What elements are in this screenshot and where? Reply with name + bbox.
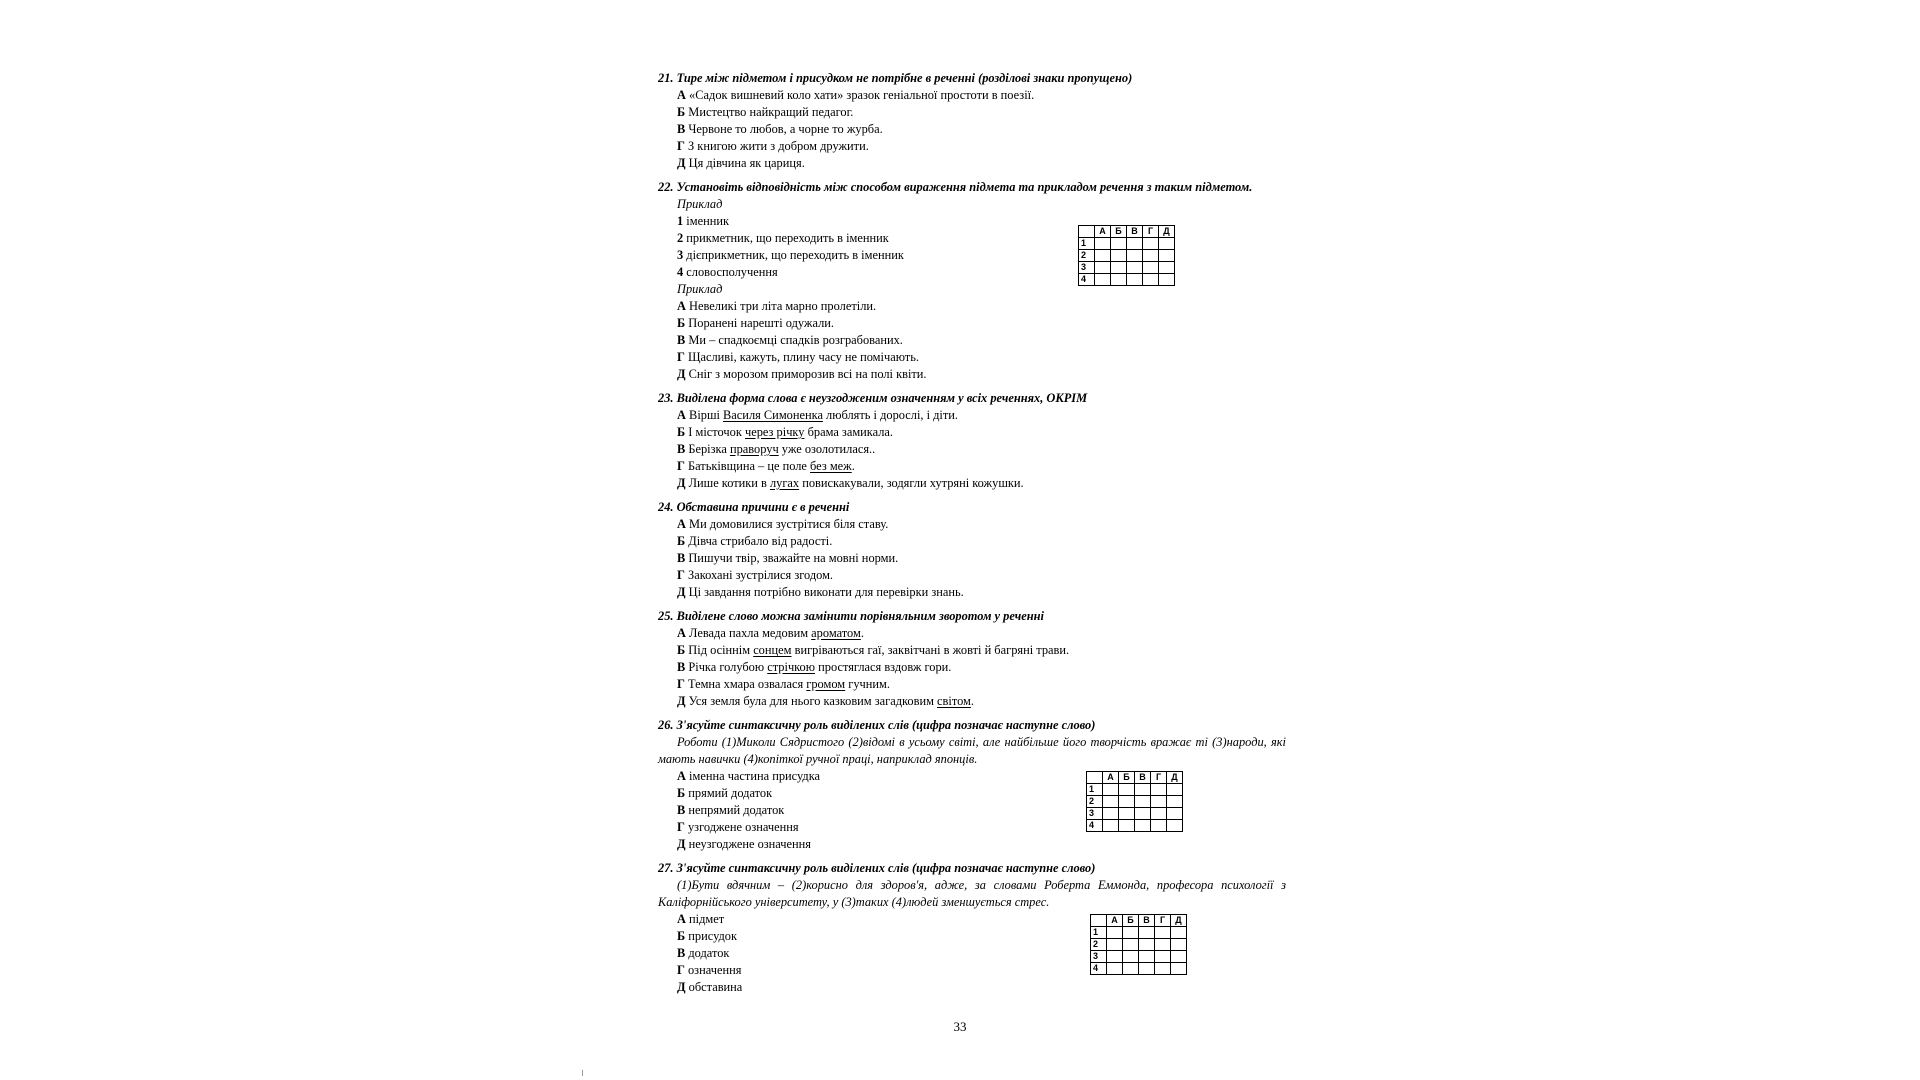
question-27 bbox=[658, 860, 1286, 996]
grid-header-cell: Г bbox=[1155, 915, 1171, 927]
grid-answer-cell[interactable] bbox=[1135, 808, 1151, 820]
option-d: Д неузгоджене означення bbox=[677, 837, 811, 851]
grid-row-number: 2 bbox=[1091, 939, 1107, 951]
option-d: Д обставина bbox=[677, 980, 743, 994]
grid-answer-cell[interactable] bbox=[1171, 951, 1187, 963]
grid-answer-cell[interactable] bbox=[1111, 250, 1127, 262]
grid-answer-cell[interactable] bbox=[1111, 262, 1127, 274]
question-title: 22. Установіть відповідність між способом вираження підмета та прикладом речення з таким підметом. bbox=[658, 180, 1253, 194]
grid-header-cell: Д bbox=[1159, 226, 1175, 238]
option-d: Д Уся земля була для нього казковим загадковим світом. bbox=[677, 694, 974, 708]
option-d: Д Сніг з морозом приморозив всі на полі квіти. bbox=[677, 367, 927, 381]
grid-header-cell: Д bbox=[1167, 772, 1183, 784]
options-list bbox=[658, 87, 1286, 172]
grid-row-number: 4 bbox=[1087, 820, 1103, 832]
grid-header-cell: Д bbox=[1171, 915, 1187, 927]
grid-answer-cell[interactable] bbox=[1135, 784, 1151, 796]
grid-answer-cell[interactable] bbox=[1127, 250, 1143, 262]
grid-header-cell bbox=[1079, 226, 1095, 238]
grid-answer-cell[interactable] bbox=[1135, 820, 1151, 832]
item-2: 2 прикметник, що переходить в іменник bbox=[677, 231, 889, 245]
option-v: В додаток bbox=[677, 946, 730, 960]
grid-answer-cell[interactable] bbox=[1139, 963, 1155, 975]
grid-answer-cell[interactable] bbox=[1111, 274, 1127, 286]
item-3: 3 дієприкметник, що переходить в іменник bbox=[677, 248, 904, 262]
answer-grid bbox=[1090, 914, 1187, 975]
grid-answer-cell[interactable] bbox=[1171, 939, 1187, 951]
grid-answer-cell[interactable] bbox=[1119, 796, 1135, 808]
question-26 bbox=[658, 717, 1286, 853]
grid-answer-cell[interactable] bbox=[1143, 238, 1159, 250]
grid-header-row bbox=[1091, 915, 1187, 927]
grid-answer-cell[interactable] bbox=[1119, 784, 1135, 796]
grid-row bbox=[1091, 927, 1187, 939]
option-h: Г Щасливі, кажуть, плину часу не помічають. bbox=[677, 350, 919, 364]
grid-answer-cell[interactable] bbox=[1139, 927, 1155, 939]
grid-answer-cell[interactable] bbox=[1171, 963, 1187, 975]
options-list bbox=[658, 407, 1286, 492]
grid-row bbox=[1091, 939, 1187, 951]
grid-row bbox=[1079, 238, 1175, 250]
grid-answer-cell[interactable] bbox=[1107, 951, 1123, 963]
grid-row bbox=[1079, 274, 1175, 286]
highlighted-word: громом bbox=[806, 677, 846, 691]
grid-answer-cell[interactable] bbox=[1103, 784, 1119, 796]
option-h: Г Батьківщина – це поле без меж. bbox=[677, 459, 855, 473]
grid-row-number: 3 bbox=[1079, 262, 1095, 274]
option-a: А іменна частина присудка bbox=[677, 769, 821, 783]
grid-answer-cell[interactable] bbox=[1123, 951, 1139, 963]
grid-answer-cell[interactable] bbox=[1159, 262, 1175, 274]
option-v: В Пишучи твір, зважайте на мовні норми. bbox=[677, 551, 899, 565]
grid-header-cell: А bbox=[1095, 226, 1111, 238]
grid-header-row bbox=[1087, 772, 1183, 784]
grid-answer-cell[interactable] bbox=[1167, 808, 1183, 820]
grid-row-number: 1 bbox=[1079, 238, 1095, 250]
option-b: Б Поранені нарешті одужали. bbox=[677, 316, 835, 330]
grid-answer-cell[interactable] bbox=[1139, 939, 1155, 951]
question-21 bbox=[658, 70, 1286, 172]
grid-answer-cell[interactable] bbox=[1095, 238, 1111, 250]
option-d: Д Ці завдання потрібно виконати для перевірки знань. bbox=[677, 585, 964, 599]
grid-header-cell: Г bbox=[1143, 226, 1159, 238]
grid-answer-cell[interactable] bbox=[1123, 963, 1139, 975]
grid-answer-cell[interactable] bbox=[1119, 808, 1135, 820]
grid-answer-cell[interactable] bbox=[1127, 238, 1143, 250]
grid-row-number: 3 bbox=[1091, 951, 1107, 963]
grid-answer-cell[interactable] bbox=[1143, 250, 1159, 262]
grid-row bbox=[1087, 784, 1183, 796]
grid-answer-cell[interactable] bbox=[1159, 238, 1175, 250]
grid-answer-cell[interactable] bbox=[1123, 927, 1139, 939]
option-b: Б присудок bbox=[677, 929, 738, 943]
grid-row bbox=[1087, 796, 1183, 808]
grid-answer-cell[interactable] bbox=[1159, 250, 1175, 262]
question-title: 23. Виділена форма слова є неузгодженим означенням у всіх реченнях, ОКРІМ bbox=[658, 391, 1088, 405]
question-title: 26. З'ясуйте синтаксичну роль виділених слів (цифра позначає наступне слово) bbox=[658, 718, 1096, 732]
grid-answer-cell[interactable] bbox=[1107, 927, 1123, 939]
highlighted-word: праворуч bbox=[729, 442, 779, 456]
passage: (1)Бути вдячним – (2)корисно для здоров'я, адже, за словами Роберта Еммонда, професора психології з Каліфорнійського університету, у (3)таких (4)людей зменшується стрес. bbox=[658, 878, 1286, 909]
grid-answer-cell[interactable] bbox=[1151, 796, 1167, 808]
question-title: 24. Обставина причини є в реченні bbox=[658, 500, 850, 514]
grid-row-number: 4 bbox=[1079, 274, 1095, 286]
option-d: Д Лише котики в лугах повискакували, зодягли хутряні кожушки. bbox=[677, 476, 1024, 490]
question-24 bbox=[658, 499, 1286, 601]
grid-row bbox=[1079, 262, 1175, 274]
grid-answer-cell[interactable] bbox=[1135, 796, 1151, 808]
highlighted-word: світом bbox=[937, 694, 971, 708]
grid-row bbox=[1079, 250, 1175, 262]
option-h: Г означення bbox=[677, 963, 742, 977]
grid-answer-cell[interactable] bbox=[1103, 808, 1119, 820]
options-list bbox=[658, 516, 1286, 601]
grid-header-cell: А bbox=[1103, 772, 1119, 784]
option-b: Б І місточок через річку брама замикала. bbox=[677, 425, 894, 439]
grid-header-row bbox=[1079, 226, 1175, 238]
question-title: 25. Виділене слово можна замінити порівняльним зворотом у реченні bbox=[658, 609, 1044, 623]
page-number: 33 bbox=[953, 1019, 967, 1034]
option-h: Г Закохані зустрілися згодом. bbox=[677, 568, 834, 582]
highlighted-word: лугах bbox=[769, 476, 800, 490]
options-list bbox=[658, 768, 1286, 853]
grid-row-number: 2 bbox=[1079, 250, 1095, 262]
grid-answer-cell[interactable] bbox=[1139, 951, 1155, 963]
question-title: 27. З'ясуйте синтаксичну роль виділених слів (цифра позначає наступне слово) bbox=[658, 861, 1096, 875]
grid-answer-cell[interactable] bbox=[1127, 274, 1143, 286]
grid-answer-cell[interactable] bbox=[1123, 939, 1139, 951]
highlighted-word: стрічкою bbox=[767, 660, 816, 674]
highlighted-word: через річку bbox=[744, 425, 805, 439]
question-23 bbox=[658, 390, 1286, 492]
grid-answer-cell[interactable] bbox=[1095, 250, 1111, 262]
grid-answer-cell[interactable] bbox=[1103, 820, 1119, 832]
option-v: В Червоне то любов, а чорне то журба. bbox=[677, 122, 883, 136]
grid-row-number: 3 bbox=[1087, 808, 1103, 820]
question-22 bbox=[658, 179, 1286, 383]
option-a: А Ми домовилися зустрітися біля ставу. bbox=[677, 517, 889, 531]
grid-row bbox=[1087, 820, 1183, 832]
grid-row bbox=[1087, 808, 1183, 820]
option-a: А «Садок вишневий коло хати» зразок геніальної простоти в поезії. bbox=[677, 88, 1035, 102]
grid-answer-cell[interactable] bbox=[1155, 951, 1171, 963]
question-25 bbox=[658, 608, 1286, 710]
grid-header-cell: В bbox=[1127, 226, 1143, 238]
grid-answer-cell[interactable] bbox=[1155, 927, 1171, 939]
section-heading: Приклад bbox=[677, 282, 723, 296]
option-v: В непрямий додаток bbox=[677, 803, 785, 817]
grid-answer-cell[interactable] bbox=[1167, 796, 1183, 808]
option-v: В Берізка праворуч уже озолотилася.. bbox=[677, 442, 876, 456]
option-b: Б Під осіннім сонцем вигріваються гаї, заквітчані в жовті й багряні трави. bbox=[677, 643, 1070, 657]
grid-answer-cell[interactable] bbox=[1167, 784, 1183, 796]
option-h: Г З книгою жити з добром дружити. bbox=[677, 139, 869, 153]
document-page bbox=[658, 70, 1286, 1003]
grid-row bbox=[1091, 963, 1187, 975]
option-v: В Річка голубою стрічкою простяглася вздовж гори. bbox=[677, 660, 952, 674]
option-b: Б Дівча стрибало від радості. bbox=[677, 534, 833, 548]
options-list bbox=[658, 196, 1286, 383]
grid-header-cell: Б bbox=[1119, 772, 1135, 784]
grid-answer-cell[interactable] bbox=[1151, 784, 1167, 796]
item-1: 1 іменник bbox=[677, 214, 729, 228]
grid-header-cell: Г bbox=[1151, 772, 1167, 784]
question-title: 21. Тире між підметом і присудком не потрібне в реченні (розділові знаки пропущено) bbox=[658, 71, 1133, 85]
grid-header-cell bbox=[1091, 915, 1107, 927]
answer-grid bbox=[1078, 225, 1175, 286]
grid-answer-cell[interactable] bbox=[1151, 820, 1167, 832]
grid-answer-cell[interactable] bbox=[1127, 262, 1143, 274]
option-a: А підмет bbox=[677, 912, 725, 926]
passage: Роботи (1)Миколи Сядристого (2)відомі в усьому світі, але найбільше його творчість вражає ті (3)народи, які мають навички (4)копіткої ручної праці, наприклад японців. bbox=[658, 735, 1286, 766]
answer-grid bbox=[1086, 771, 1183, 832]
grid-answer-cell[interactable] bbox=[1107, 939, 1123, 951]
grid-answer-cell[interactable] bbox=[1151, 808, 1167, 820]
options-list bbox=[658, 911, 1286, 996]
highlighted-word: сонцем bbox=[753, 643, 792, 657]
option-h: Г узгоджене означення bbox=[677, 820, 799, 834]
scan-mark bbox=[582, 1070, 583, 1076]
option-d: Д Ця дівчина як цариця. bbox=[677, 156, 805, 170]
highlighted-word: без меж bbox=[810, 459, 852, 473]
grid-answer-cell[interactable] bbox=[1103, 796, 1119, 808]
grid-header-cell: Б bbox=[1111, 226, 1127, 238]
grid-answer-cell[interactable] bbox=[1167, 820, 1183, 832]
option-a: А Невеликі три літа марно пролетіли. bbox=[677, 299, 877, 313]
grid-answer-cell[interactable] bbox=[1119, 820, 1135, 832]
grid-answer-cell[interactable] bbox=[1095, 274, 1111, 286]
grid-answer-cell[interactable] bbox=[1111, 238, 1127, 250]
grid-answer-cell[interactable] bbox=[1159, 274, 1175, 286]
option-a: А Левада пахла медовим ароматом. bbox=[677, 626, 864, 640]
grid-answer-cell[interactable] bbox=[1095, 262, 1111, 274]
grid-header-cell: В bbox=[1135, 772, 1151, 784]
option-a: А Вірші Василя Симоненка люблять і дорослі, і діти. bbox=[677, 408, 959, 422]
grid-answer-cell[interactable] bbox=[1155, 939, 1171, 951]
grid-row-number: 1 bbox=[1091, 927, 1107, 939]
grid-row bbox=[1091, 951, 1187, 963]
grid-row-number: 1 bbox=[1087, 784, 1103, 796]
highlighted-word: Василя Симоненка bbox=[723, 408, 823, 422]
options-list bbox=[658, 625, 1286, 710]
grid-row-number: 4 bbox=[1091, 963, 1107, 975]
grid-answer-cell[interactable] bbox=[1171, 927, 1187, 939]
grid-answer-cell[interactable] bbox=[1143, 262, 1159, 274]
item-4: 4 словосполучення bbox=[677, 265, 778, 279]
option-h: Г Темна хмара озвалася громом гучним. bbox=[677, 677, 890, 691]
grid-header-cell bbox=[1087, 772, 1103, 784]
option-b: Б прямий додаток bbox=[677, 786, 773, 800]
grid-answer-cell[interactable] bbox=[1143, 274, 1159, 286]
grid-header-cell: А bbox=[1107, 915, 1123, 927]
grid-row-number: 2 bbox=[1087, 796, 1103, 808]
option-v: В Ми – спадкоємці спадків розграбованих. bbox=[677, 333, 903, 347]
grid-answer-cell[interactable] bbox=[1107, 963, 1123, 975]
grid-header-cell: В bbox=[1139, 915, 1155, 927]
highlighted-word: ароматом bbox=[811, 626, 861, 640]
section-heading: Приклад bbox=[677, 197, 723, 211]
grid-header-cell: Б bbox=[1123, 915, 1139, 927]
grid-answer-cell[interactable] bbox=[1155, 963, 1171, 975]
option-b: Б Мистецтво найкращий педагог. bbox=[677, 105, 854, 119]
